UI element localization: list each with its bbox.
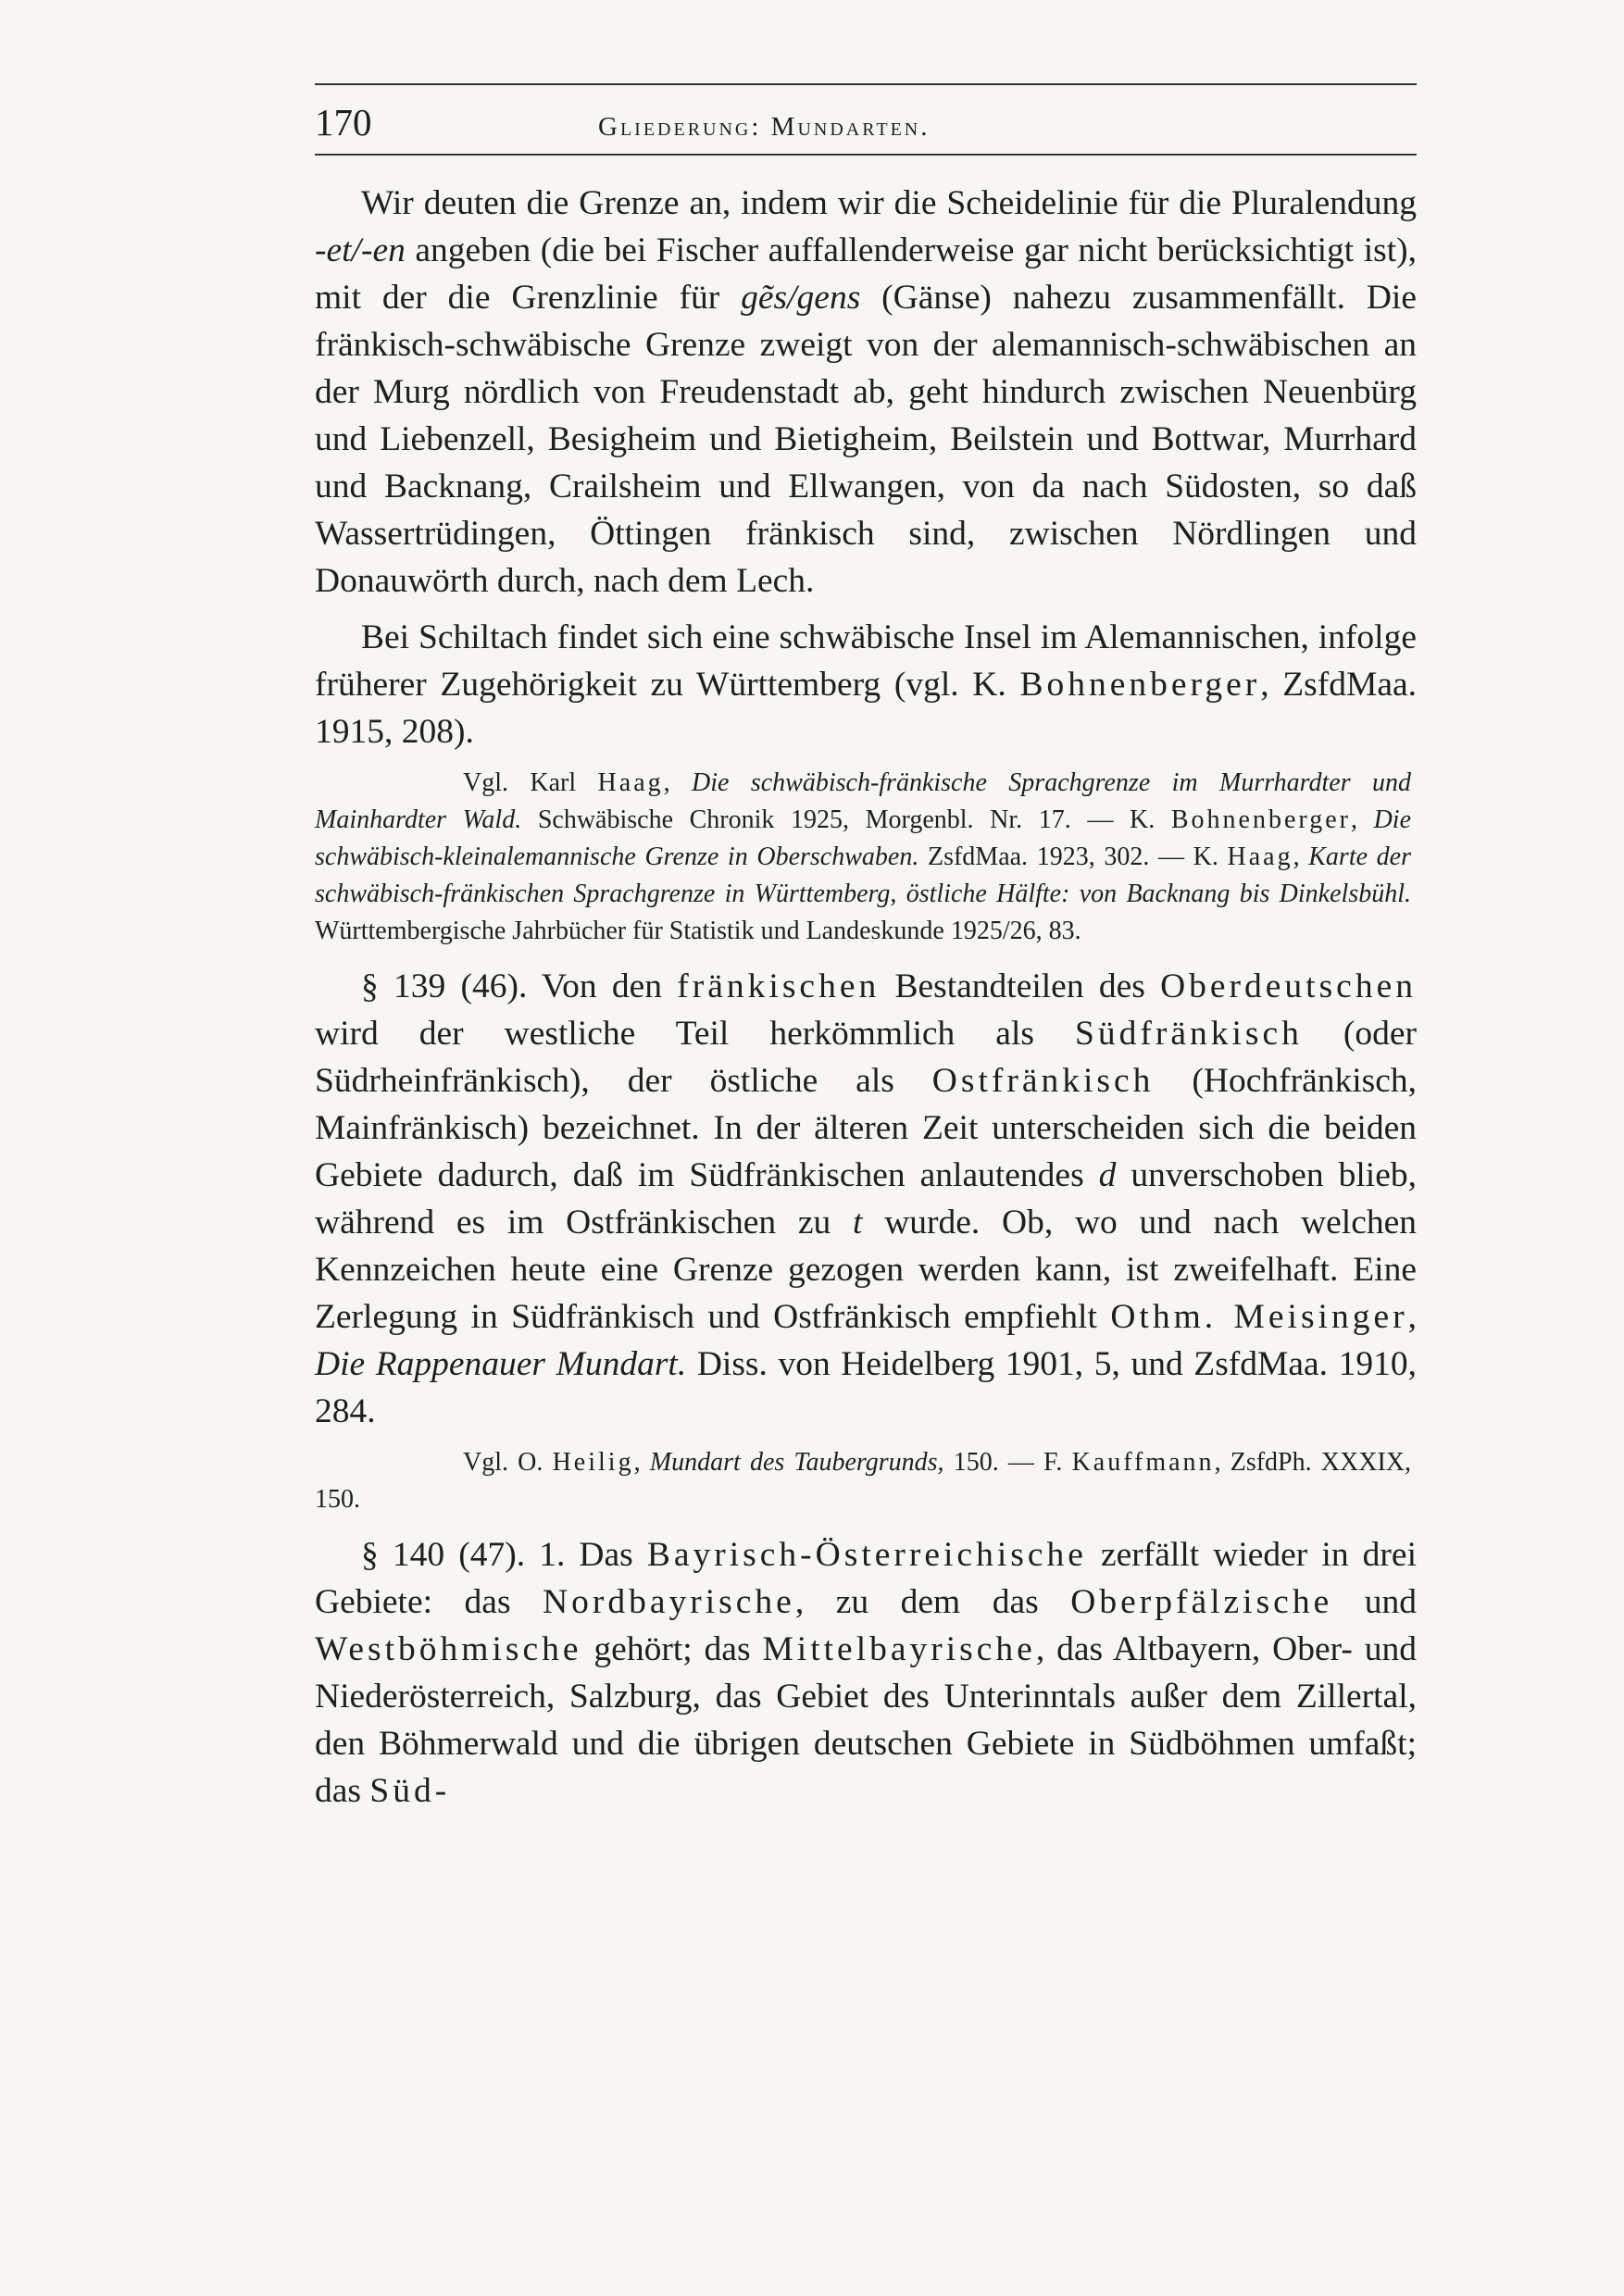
spaced-run: Mittelbayrische bbox=[762, 1630, 1036, 1668]
spaced-run: Othm. Meisinger bbox=[1110, 1298, 1408, 1336]
text-run: (Hochfränkisch, Mainfränkisch) bezeichnet. In der älteren Zeit unterscheiden sich die beiden Gebiete dadurch, daß im Südfränkischen anlautendes bbox=[315, 1062, 1417, 1194]
text-run: , bbox=[1350, 805, 1374, 834]
text-run: , ZsfdPh. XXXIX, 150. bbox=[315, 1448, 1412, 1514]
text-run: Vgl. Karl bbox=[463, 768, 598, 797]
paragraph-boundary bbox=[315, 180, 1417, 605]
text-run: ZsfdMaa. 1923, 302. — K. bbox=[918, 842, 1228, 871]
italic-run: Karte der schwäbisch-fränkischen Sprachgrenze in Württemberg, östliche Hälfte: von Backnang bis Dinkelsbühl. bbox=[315, 842, 1412, 908]
italic-run: Die schwäbisch-fränkische Sprachgrenze im Murrhardter und Mainhardter Wald. bbox=[315, 768, 1411, 834]
text-run: , bbox=[1293, 842, 1309, 871]
spaced-run: Oberpfälzische bbox=[1070, 1583, 1333, 1621]
text-run: , zu dem das bbox=[794, 1583, 1071, 1621]
spaced-run: Haag bbox=[597, 768, 664, 797]
text-run: (Gänse) nahezu zusammenfällt. Die fränkisch-schwäbische Grenze zweigt von der alemannisch-schwäbischen an der Murg nördlich von Freudenstadt ab, geht hindurch zwischen Neuenbürg und Liebenzell, Besigheim und Bietigheim, Beilstein und Bottwar, Murrhard und Backnang, Crailsheim und Ellwangen, von da nach Südosten, so daß Wassertrüdingen, Öttingen fränkisch sind, zwischen Nördlingen und Donauwörth durch, nach dem Lech. bbox=[315, 279, 1417, 600]
running-title: Gliederung: Mundarten. bbox=[598, 112, 931, 142]
text-run: , bbox=[633, 1448, 650, 1477]
italic-run: Die schwäbisch-kleinalemannische Grenze in Oberschwaben. bbox=[315, 805, 1412, 871]
italic-run: Die Rappenauer Mundart. bbox=[315, 1345, 687, 1383]
paragraph-schiltach bbox=[315, 614, 1417, 755]
spaced-run: Haag bbox=[1227, 842, 1293, 871]
text-run: und bbox=[1332, 1583, 1417, 1621]
paragraph-section-139 bbox=[315, 963, 1417, 1435]
text-run: wurde. Ob, wo und nach welchen Kennzeichen heute eine Grenze gezogen werden kann, ist zweifelhaft. Eine Zerlegung in Südfränkisch und Ostfränkisch empfiehlt bbox=[315, 1204, 1417, 1336]
spaced-run: Nordbayrische bbox=[543, 1583, 795, 1621]
italic-run: d bbox=[1098, 1156, 1117, 1194]
italic-run: gẽs/gens bbox=[741, 279, 861, 317]
text-run: , ZsfdMaa. 1915, 208). bbox=[315, 666, 1418, 751]
spaced-run: Bohnenberger bbox=[1019, 666, 1261, 704]
text-run: wird der westliche Teil herkömmlich als bbox=[315, 1015, 1075, 1053]
italic-run: t bbox=[853, 1204, 863, 1242]
page-header bbox=[315, 85, 1417, 154]
text-run: zerfällt wieder in drei Gebiete: das bbox=[315, 1536, 1417, 1621]
spaced-run: Westböhmische bbox=[315, 1630, 582, 1668]
text-run: 150. — F. bbox=[943, 1448, 1072, 1477]
page-number: 170 bbox=[315, 101, 372, 144]
text-run: Wir deuten die Grenze an, indem wir die Scheidelinie für die Pluralendung bbox=[361, 184, 1417, 222]
spaced-run: Ostfränkisch bbox=[931, 1062, 1155, 1100]
spaced-run: Heilig bbox=[552, 1448, 634, 1477]
text-run: , das Altbayern, Ober- und Niederösterreich, Salzburg, das Gebiet des Unterinntals außer dem Zillertal, den Böhmerwald und die übrigen deutschen Gebiete in Südböhmen umfaßt; das bbox=[315, 1630, 1417, 1810]
text-run: § 139 (46). Von den bbox=[361, 967, 678, 1005]
text-run: Bestandteilen des bbox=[880, 967, 1161, 1005]
text-run: Württembergische Jahrbücher für Statistik und Landeskunde 1925/26, 83. bbox=[315, 917, 1081, 945]
book-page bbox=[315, 83, 1417, 1824]
text-run: , bbox=[663, 768, 693, 797]
spaced-run: fränkischen bbox=[677, 967, 881, 1005]
text-run: § 140 (47). 1. Das bbox=[361, 1536, 647, 1574]
footnote-references-2 bbox=[315, 1444, 1417, 1518]
text-run: , bbox=[1407, 1298, 1417, 1336]
paragraph-section-140 bbox=[315, 1531, 1417, 1815]
text-run: angeben (die bei Fischer auffallenderweise gar nicht berücksichtigt ist), mit der die Grenzlinie für bbox=[315, 231, 1417, 317]
spaced-run: Kauffmann bbox=[1071, 1448, 1215, 1477]
text-run: Vgl. O. bbox=[463, 1448, 553, 1477]
spaced-run: Süd- bbox=[369, 1772, 451, 1810]
italic-run: -et/-en bbox=[315, 231, 406, 269]
body-text bbox=[315, 180, 1417, 1815]
header-rule bbox=[315, 154, 1417, 156]
spaced-run: Bohnenberger bbox=[1170, 805, 1351, 834]
text-run: gehört; das bbox=[581, 1630, 763, 1668]
spaced-run: Oberdeutschen bbox=[1160, 967, 1417, 1005]
footnote-references-1 bbox=[315, 765, 1417, 950]
italic-run: Mundart des Taubergrunds, bbox=[649, 1448, 944, 1477]
text-run: Schwäbische Chronik 1925, Morgenbl. Nr. 17. — K. bbox=[521, 805, 1171, 834]
spaced-run: Bayrisch-Österreichische bbox=[646, 1536, 1087, 1574]
spaced-run: Südfränkisch bbox=[1074, 1015, 1303, 1053]
text-run: unverschoben blieb, während es im Ostfränkischen zu bbox=[315, 1156, 1417, 1242]
text-run: Diss. von Heidelberg 1901, 5, und ZsfdMaa. 1910, 284. bbox=[315, 1345, 1418, 1430]
text-run: (oder Südrheinfränkisch), der östliche als bbox=[315, 1015, 1418, 1100]
text-run: Bei Schiltach findet sich eine schwäbische Insel im Alemannischen, infolge früherer Zugehörigkeit zu Württemberg (vgl. K. bbox=[315, 618, 1417, 704]
